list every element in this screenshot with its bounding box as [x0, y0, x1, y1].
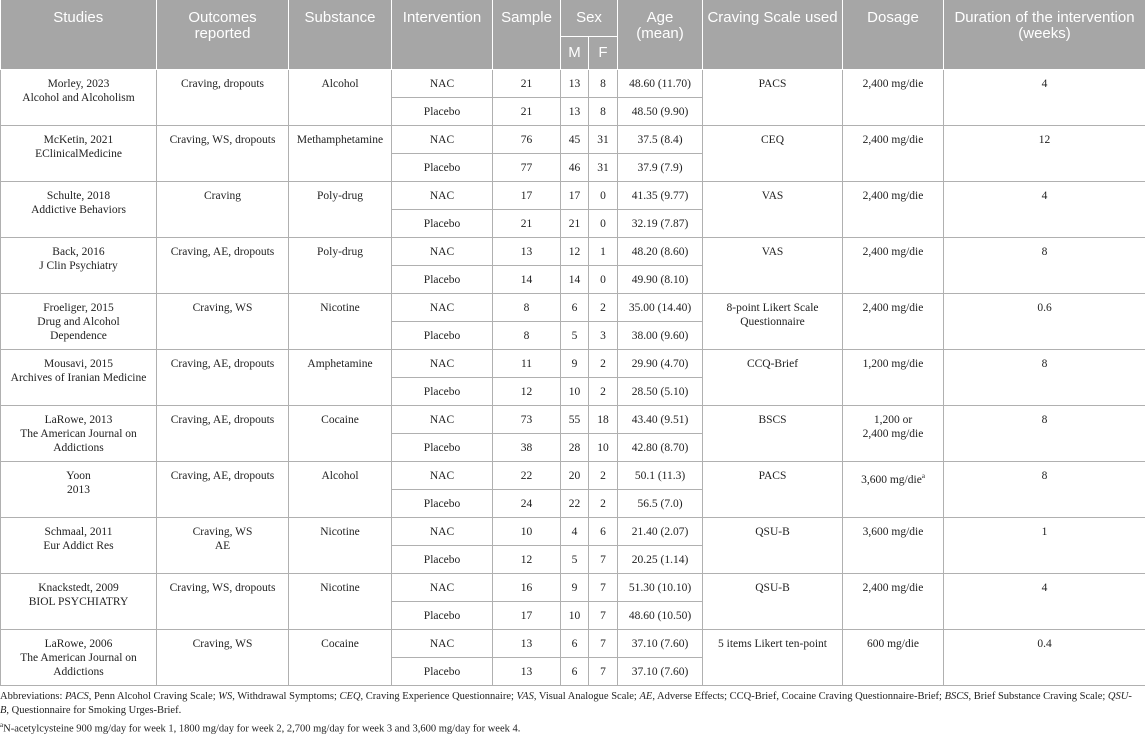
abbreviation-term: QSU-B [0, 691, 1132, 716]
study-cell: LaRowe, 2006 The American Journal on Addictions [1, 629, 157, 685]
header-sex: Sex [561, 0, 618, 36]
age-cell: 56.5 (7.0) [618, 489, 703, 517]
intervention-cell: Placebo [392, 545, 493, 573]
scale-cell: BSCS [703, 405, 843, 461]
abbreviation-term: AE [639, 691, 652, 702]
study-cell: Morley, 2023 Alcohol and Alcoholism [1, 69, 157, 125]
sex-m-cell: 46 [561, 153, 589, 181]
age-cell: 21.40 (2.07) [618, 517, 703, 545]
outcomes-cell: Craving, AE, dropouts [157, 349, 289, 405]
duration-cell: 0.6 [944, 293, 1145, 349]
sample-cell: 12 [493, 545, 561, 573]
table-header [1, 0, 1145, 69]
study-cell: Knackstedt, 2009 BIOL PSYCHIATRY [1, 573, 157, 629]
sex-m-cell: 13 [561, 97, 589, 125]
sex-m-cell: 45 [561, 125, 589, 153]
sex-m-cell: 6 [561, 629, 589, 657]
scale-cell: 5 items Likert ten-point [703, 629, 843, 685]
table-row [1, 573, 1145, 601]
abbreviation-term: BSCS [945, 691, 969, 702]
study-cell: Schmaal, 2011 Eur Addict Res [1, 517, 157, 573]
age-cell: 20.25 (1.14) [618, 545, 703, 573]
age-cell: 32.19 (7.87) [618, 209, 703, 237]
sex-f-cell: 7 [589, 545, 618, 573]
age-cell: 41.35 (9.77) [618, 181, 703, 209]
study-cell: Schulte, 2018 Addictive Behaviors [1, 181, 157, 237]
age-cell: 37.10 (7.60) [618, 629, 703, 657]
intervention-cell: NAC [392, 69, 493, 97]
sample-cell: 8 [493, 321, 561, 349]
sex-f-cell: 8 [589, 97, 618, 125]
abbreviation-definition: , Questionnaire for Smoking Urges-Brief. [6, 705, 181, 716]
scale-cell: PACS [703, 69, 843, 125]
sample-cell: 38 [493, 433, 561, 461]
sample-cell: 21 [493, 69, 561, 97]
abbreviation-definition: , Craving Experience Questionnaire; [361, 691, 517, 702]
header-sex-f: F [589, 36, 618, 69]
intervention-cell: Placebo [392, 209, 493, 237]
sex-f-cell: 1 [589, 237, 618, 265]
dosage-cell: 600 mg/die [843, 629, 944, 685]
abbreviation-term: CEQ [340, 691, 361, 702]
header-substance: Substance [289, 0, 392, 69]
table-row [1, 181, 1145, 209]
sex-f-cell: 10 [589, 433, 618, 461]
dosage-cell: 2,400 mg/die [843, 125, 944, 181]
intervention-cell: Placebo [392, 97, 493, 125]
intervention-cell: NAC [392, 405, 493, 433]
dosage-cell: 2,400 mg/die [843, 237, 944, 293]
age-cell: 43.40 (9.51) [618, 405, 703, 433]
duration-cell: 4 [944, 181, 1145, 237]
scale-cell: QSU-B [703, 517, 843, 573]
scale-cell: CCQ-Brief [703, 349, 843, 405]
sex-m-cell: 10 [561, 601, 589, 629]
table-row [1, 349, 1145, 377]
duration-cell: 1 [944, 517, 1145, 573]
study-cell: Froeliger, 2015 Drug and Alcohol Dependence [1, 293, 157, 349]
sample-cell: 17 [493, 601, 561, 629]
sex-m-cell: 6 [561, 657, 589, 685]
study-cell: Mousavi, 2015 Archives of Iranian Medicine [1, 349, 157, 405]
study-cell: McKetin, 2021 EClinicalMedicine [1, 125, 157, 181]
abbreviation-definition: , Brief Substance Craving Scale; [969, 691, 1108, 702]
intervention-cell: Placebo [392, 657, 493, 685]
sample-cell: 77 [493, 153, 561, 181]
sample-cell: 24 [493, 489, 561, 517]
table-row [1, 629, 1145, 657]
sex-f-cell: 2 [589, 349, 618, 377]
sex-f-cell: 7 [589, 573, 618, 601]
sample-cell: 11 [493, 349, 561, 377]
sex-m-cell: 17 [561, 181, 589, 209]
abbreviations-note: Abbreviations: PACS, Penn Alcohol Craving Scale; WS, Withdrawal Symptoms; CEQ, Craving Experience Questionnaire; VAS, Visual Analogue Scale; AE, Adverse Effects; CCQ-Brief, Cocaine Craving Questionnaire-Brief; BSCS, Brief Substance Craving Scale; QSU-B, Questionnaire for Smoking Urges-Brief. [0, 690, 1140, 718]
age-cell: 37.5 (8.4) [618, 125, 703, 153]
duration-cell: 0.4 [944, 629, 1145, 685]
sex-f-cell: 7 [589, 657, 618, 685]
sex-f-cell: 2 [589, 377, 618, 405]
sex-m-cell: 9 [561, 573, 589, 601]
sex-f-cell: 2 [589, 489, 618, 517]
age-cell: 37.10 (7.60) [618, 657, 703, 685]
dosage-cell: 1,200 or 2,400 mg/die [843, 405, 944, 461]
intervention-cell: NAC [392, 293, 493, 321]
sex-f-cell: 3 [589, 321, 618, 349]
duration-cell: 8 [944, 405, 1145, 461]
age-cell: 42.80 (8.70) [618, 433, 703, 461]
substance-cell: Cocaine [289, 405, 392, 461]
abbreviations-list [0, 691, 1132, 716]
age-cell: 49.90 (8.10) [618, 265, 703, 293]
duration-cell: 8 [944, 237, 1145, 293]
table-row [1, 237, 1145, 265]
age-cell: 48.60 (10.50) [618, 601, 703, 629]
intervention-cell: Placebo [392, 265, 493, 293]
substance-cell: Amphetamine [289, 349, 392, 405]
age-cell: 48.20 (8.60) [618, 237, 703, 265]
duration-cell: 4 [944, 69, 1145, 125]
sex-m-cell: 4 [561, 517, 589, 545]
age-cell: 38.00 (9.60) [618, 321, 703, 349]
header-duration: Duration of the intervention (weeks) [944, 0, 1145, 69]
scale-cell: 8-point Likert Scale Questionnaire [703, 293, 843, 349]
sex-m-cell: 22 [561, 489, 589, 517]
table-row [1, 461, 1145, 489]
dosage-cell: 1,200 mg/die [843, 349, 944, 405]
sex-m-cell: 20 [561, 461, 589, 489]
table-row [1, 293, 1145, 321]
age-cell: 28.50 (5.10) [618, 377, 703, 405]
sex-f-cell: 0 [589, 181, 618, 209]
dosage-cell: 3,600 mg/die$^a$ [843, 461, 944, 517]
table-footnotes [0, 690, 1140, 737]
outcomes-cell: Craving, WS [157, 629, 289, 685]
intervention-cell: Placebo [392, 153, 493, 181]
substance-cell: Alcohol [289, 461, 392, 517]
sample-cell: 10 [493, 517, 561, 545]
intervention-cell: NAC [392, 517, 493, 545]
age-cell: 48.60 (11.70) [618, 69, 703, 97]
header-outcomes: Outcomes reported [157, 0, 289, 69]
sex-f-cell: 7 [589, 601, 618, 629]
header-studies: Studies [1, 0, 157, 69]
sex-f-cell: 18 [589, 405, 618, 433]
sample-cell: 17 [493, 181, 561, 209]
outcomes-cell: Craving, AE, dropouts [157, 237, 289, 293]
sample-cell: 16 [493, 573, 561, 601]
sex-m-cell: 13 [561, 69, 589, 97]
intervention-cell: NAC [392, 349, 493, 377]
footnote-marker: a [922, 472, 925, 480]
age-cell: 35.00 (14.40) [618, 293, 703, 321]
sample-cell: 12 [493, 377, 561, 405]
sample-cell: 21 [493, 97, 561, 125]
substance-cell: Nicotine [289, 293, 392, 349]
outcomes-cell: Craving [157, 181, 289, 237]
table-row [1, 405, 1145, 433]
table-row [1, 69, 1145, 97]
abbreviation-term: PACS [65, 691, 89, 702]
sex-f-cell: 2 [589, 461, 618, 489]
sex-m-cell: 10 [561, 377, 589, 405]
abbreviation-term: VAS [517, 691, 534, 702]
sex-m-cell: 5 [561, 321, 589, 349]
age-cell: 48.50 (9.90) [618, 97, 703, 125]
outcomes-cell: Craving, WS [157, 293, 289, 349]
outcomes-cell: Craving, WS AE [157, 517, 289, 573]
sex-m-cell: 5 [561, 545, 589, 573]
header-intervention: Intervention [392, 0, 493, 69]
sample-cell: 13 [493, 237, 561, 265]
sex-m-cell: 21 [561, 209, 589, 237]
abbreviation-definition: , Penn Alcohol Craving Scale; [89, 691, 218, 702]
age-cell: 50.1 (11.3) [618, 461, 703, 489]
sex-m-cell: 14 [561, 265, 589, 293]
sex-f-cell: 8 [589, 69, 618, 97]
intervention-cell: NAC [392, 125, 493, 153]
intervention-cell: Placebo [392, 489, 493, 517]
sex-f-cell: 6 [589, 517, 618, 545]
table-row [1, 517, 1145, 545]
intervention-cell: Placebo [392, 433, 493, 461]
substance-cell: Poly-drug [289, 181, 392, 237]
substance-cell: Alcohol [289, 69, 392, 125]
sample-cell: 73 [493, 405, 561, 433]
scale-cell: VAS [703, 181, 843, 237]
outcomes-cell: Craving, WS, dropouts [157, 573, 289, 629]
study-cell: Yoon 2013 [1, 461, 157, 517]
sex-f-cell: 0 [589, 209, 618, 237]
age-cell: 37.9 (7.9) [618, 153, 703, 181]
intervention-cell: Placebo [392, 377, 493, 405]
sex-f-cell: 2 [589, 293, 618, 321]
sample-cell: 14 [493, 265, 561, 293]
abbreviation-definition: , Adverse Effects; CCQ-Brief, Cocaine Craving Questionnaire-Brief; [652, 691, 944, 702]
study-cell: LaRowe, 2013 The American Journal on Addictions [1, 405, 157, 461]
header-scale: Craving Scale used [703, 0, 843, 69]
duration-cell: 8 [944, 349, 1145, 405]
intervention-cell: Placebo [392, 601, 493, 629]
intervention-cell: NAC [392, 629, 493, 657]
substance-cell: Poly-drug [289, 237, 392, 293]
intervention-cell: Placebo [392, 321, 493, 349]
scale-cell: QSU-B [703, 573, 843, 629]
intervention-cell: NAC [392, 573, 493, 601]
sample-cell: 8 [493, 293, 561, 321]
abbreviation-term: WS [218, 691, 232, 702]
dosage-cell: 2,400 mg/die [843, 573, 944, 629]
dosage-cell: 3,600 mg/die [843, 517, 944, 573]
sex-m-cell: 12 [561, 237, 589, 265]
sample-cell: 13 [493, 629, 561, 657]
sex-m-cell: 55 [561, 405, 589, 433]
sex-f-cell: 0 [589, 265, 618, 293]
dosage-cell: 2,400 mg/die [843, 69, 944, 125]
age-cell: 29.90 (4.70) [618, 349, 703, 377]
sample-cell: 76 [493, 125, 561, 153]
table-row [1, 125, 1145, 153]
dosage-cell: 2,400 mg/die [843, 181, 944, 237]
scale-cell: PACS [703, 461, 843, 517]
abbreviation-definition: , Visual Analogue Scale; [534, 691, 640, 702]
intervention-cell: NAC [392, 181, 493, 209]
outcomes-cell: Craving, WS, dropouts [157, 125, 289, 181]
duration-cell: 12 [944, 125, 1145, 181]
duration-cell: 8 [944, 461, 1145, 517]
header-dosage: Dosage [843, 0, 944, 69]
substance-cell: Cocaine [289, 629, 392, 685]
sample-cell: 22 [493, 461, 561, 489]
outcomes-cell: Craving, AE, dropouts [157, 461, 289, 517]
sex-m-cell: 28 [561, 433, 589, 461]
duration-cell: 4 [944, 573, 1145, 629]
dosage-cell: 2,400 mg/die [843, 293, 944, 349]
header-sex-m: M [561, 36, 589, 69]
sample-cell: 13 [493, 657, 561, 685]
sex-f-cell: 31 [589, 153, 618, 181]
header-sample: Sample [493, 0, 561, 69]
sample-cell: 21 [493, 209, 561, 237]
sex-m-cell: 6 [561, 293, 589, 321]
sex-f-cell: 31 [589, 125, 618, 153]
age-cell: 51.30 (10.10) [618, 573, 703, 601]
substance-cell: Nicotine [289, 573, 392, 629]
outcomes-cell: Craving, dropouts [157, 69, 289, 125]
header-age: Age (mean) [618, 0, 703, 69]
substance-cell: Nicotine [289, 517, 392, 573]
intervention-cell: NAC [392, 237, 493, 265]
outcomes-cell: Craving, AE, dropouts [157, 405, 289, 461]
scale-cell: CEQ [703, 125, 843, 181]
dosage-footnote: $^a$N-acetylcysteine 900 mg/day for week 1, 1800 mg/day for week 2, 2,700 mg/day for week 3 and 3,600 mg/day for week 4. [0, 718, 1140, 737]
abbreviation-definition: , Withdrawal Symptoms; [232, 691, 339, 702]
study-cell: Back, 2016 J Clin Psychiatry [1, 237, 157, 293]
table-body [1, 69, 1145, 685]
sex-f-cell: 7 [589, 629, 618, 657]
substance-cell: Methamphetamine [289, 125, 392, 181]
scale-cell: VAS [703, 237, 843, 293]
sex-m-cell: 9 [561, 349, 589, 377]
intervention-cell: NAC [392, 461, 493, 489]
